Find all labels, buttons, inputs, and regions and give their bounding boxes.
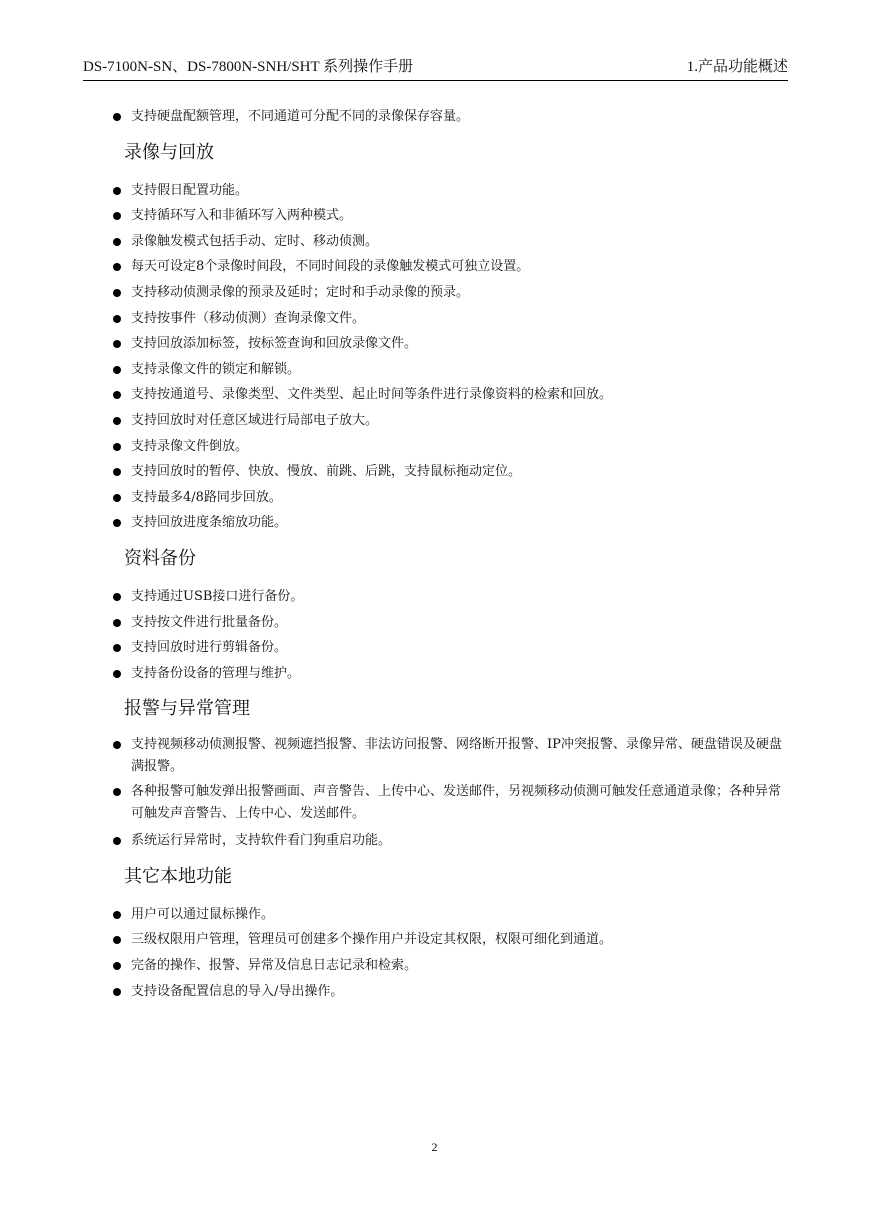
list-item: 支持通过USB接口进行备份。: [113, 584, 793, 610]
section-heading: 报警与异常管理: [124, 698, 250, 720]
list-item: 用户可以通过鼠标操作。: [113, 902, 793, 928]
list-item: 完备的操作、报警、异常及信息日志记录和检索。: [113, 953, 793, 979]
bullet-icon: [113, 315, 121, 323]
list-item: 系统运行异常时，支持软件看门狗重启功能。: [113, 828, 793, 854]
bullet-icon: [113, 417, 121, 425]
bullet-icon: [113, 911, 121, 919]
bullet-icon: [113, 519, 121, 527]
bullet-icon: [113, 263, 121, 271]
list-item: 三级权限用户管理，管理员可创建多个操作用户并设定其权限，权限可细化到通道。: [113, 927, 793, 953]
list-item: 支持回放时的暂停、快放、慢放、前跳、后跳，支持鼠标拖动定位。: [113, 459, 793, 485]
bullet-icon: [113, 340, 121, 348]
bullet-icon: [113, 619, 121, 627]
bullet-icon: [113, 494, 121, 502]
bullet-icon: [113, 391, 121, 399]
list-item: 每天可设定8个录像时间段，不同时间段的录像触发模式可独立设置。: [113, 254, 793, 280]
bullet-icon: [113, 443, 121, 451]
list-item: 各种报警可触发弹出报警画面、声音警告、上传中心、发送邮件，另视频移动侦测可触发任意通道录像；各种异常可触发声音警告、上传中心、发送邮件。: [113, 781, 793, 828]
bullet-icon: [113, 212, 121, 220]
list-item: 支持回放进度条缩放功能。: [113, 510, 793, 536]
list-item: 支持按事件（移动侦测）查询录像文件。: [113, 306, 793, 332]
bullet-icon: [113, 936, 121, 944]
bullet-icon: [113, 670, 121, 678]
page-content: [113, 104, 793, 1004]
intro-list: [113, 104, 793, 130]
bullet-icon: [113, 788, 121, 796]
list-item: 支持备份设备的管理与维护。: [113, 661, 793, 687]
section-list: [113, 734, 793, 854]
page-number: 2: [431, 1140, 438, 1154]
manual-title: DS-7100N-SN、DS-7800N-SNH/SHT 系列操作手册: [83, 59, 414, 75]
bullet-icon: [113, 366, 121, 374]
bullet-icon: [113, 644, 121, 652]
list-item: 支持按通道号、录像类型、文件类型、起止时间等条件进行录像资料的检索和回放。: [113, 382, 793, 408]
list-item: 支持最多4/8路同步回放。: [113, 485, 793, 511]
bullet-icon: [113, 468, 121, 476]
bullet-icon: [113, 988, 121, 996]
bullet-icon: [113, 962, 121, 970]
list-item: 支持按文件进行批量备份。: [113, 610, 793, 636]
list-item: 支持回放时对任意区域进行局部电子放大。: [113, 408, 793, 434]
list-item: 支持回放添加标签，按标签查询和回放录像文件。: [113, 331, 793, 357]
list-item: 支持录像文件倒放。: [113, 434, 793, 460]
list-item: 录像触发模式包括手动、定时、移动侦测。: [113, 229, 793, 255]
bullet-icon: [113, 593, 121, 601]
list-item: 支持硬盘配额管理，不同通道可分配不同的录像保存容量。: [113, 104, 793, 130]
section-heading: 其它本地功能: [124, 865, 232, 887]
section-heading: 录像与回放: [124, 141, 214, 163]
list-item: 支持设备配置信息的导入/导出操作。: [113, 979, 793, 1005]
list-item: 支持视频移动侦测报警、视频遮挡报警、非法访问报警、网络断开报警、IP冲突报警、录像异常、硬盘错误及硬盘满报警。: [113, 734, 793, 781]
section-list: [113, 584, 793, 686]
bullet-icon: [113, 741, 121, 749]
bullet-icon: [113, 238, 121, 246]
list-item: 支持循环写入和非循环写入两种模式。: [113, 203, 793, 229]
page-header: [83, 56, 788, 81]
section-list: [113, 178, 793, 536]
chapter-title: 1.产品功能概述: [686, 59, 788, 75]
bullet-icon: [113, 113, 121, 121]
bullet-icon: [113, 187, 121, 195]
list-item: 支持移动侦测录像的预录及延时；定时和手动录像的预录。: [113, 280, 793, 306]
section-list: [113, 902, 793, 1004]
list-item: 支持回放时进行剪辑备份。: [113, 635, 793, 661]
bullet-icon: [113, 837, 121, 845]
bullet-icon: [113, 289, 121, 297]
list-item: 支持录像文件的锁定和解锁。: [113, 357, 793, 383]
list-item: 支持假日配置功能。: [113, 178, 793, 204]
section-heading: 资料备份: [124, 547, 196, 569]
